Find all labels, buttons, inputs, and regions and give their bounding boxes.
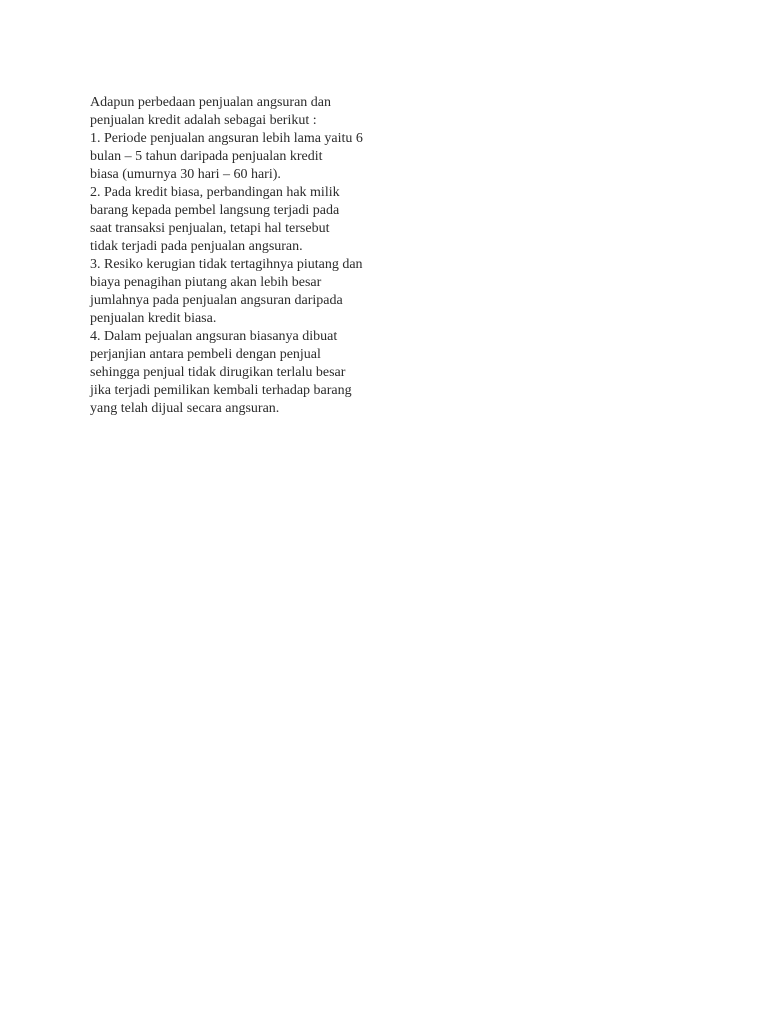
text-line: perjanjian antara pembeli dengan penjual: [90, 347, 321, 362]
text-line: biasa (umurnya 30 hari – 60 hari).: [90, 167, 281, 182]
text-line: saat transaksi penjualan, tetapi hal tersebut: [90, 221, 330, 236]
text-line: 3. Resiko kerugian tidak tertagihnya piutang dan: [90, 257, 363, 272]
text-line: penjualan kredit adalah sebagai berikut :: [90, 113, 317, 128]
text-line: penjualan kredit biasa.: [90, 311, 217, 326]
text-line: yang telah dijual secara angsuran.: [90, 401, 280, 416]
text-line: tidak terjadi pada penjualan angsuran.: [90, 239, 303, 254]
text-line: jumlahnya pada penjualan angsuran daripada: [90, 293, 343, 308]
text-line: Adapun perbedaan penjualan angsuran dan: [90, 95, 332, 110]
text-line: bulan – 5 tahun daripada penjualan kredit: [90, 149, 323, 164]
text-line: barang kepada pembel langsung terjadi pada: [90, 203, 340, 218]
document-body-text: [90, 94, 410, 418]
text-line: 4. Dalam pejualan angsuran biasanya dibuat: [90, 329, 338, 344]
text-line: sehingga penjual tidak dirugikan terlalu besar: [90, 365, 346, 380]
text-line: biaya penagihan piutang akan lebih besar: [90, 275, 322, 290]
text-line: jika terjadi pemilikan kembali terhadap barang: [90, 383, 352, 398]
text-line: 2. Pada kredit biasa, perbandingan hak milik: [90, 185, 340, 200]
text-line: 1. Periode penjualan angsuran lebih lama yaitu 6: [90, 131, 363, 146]
